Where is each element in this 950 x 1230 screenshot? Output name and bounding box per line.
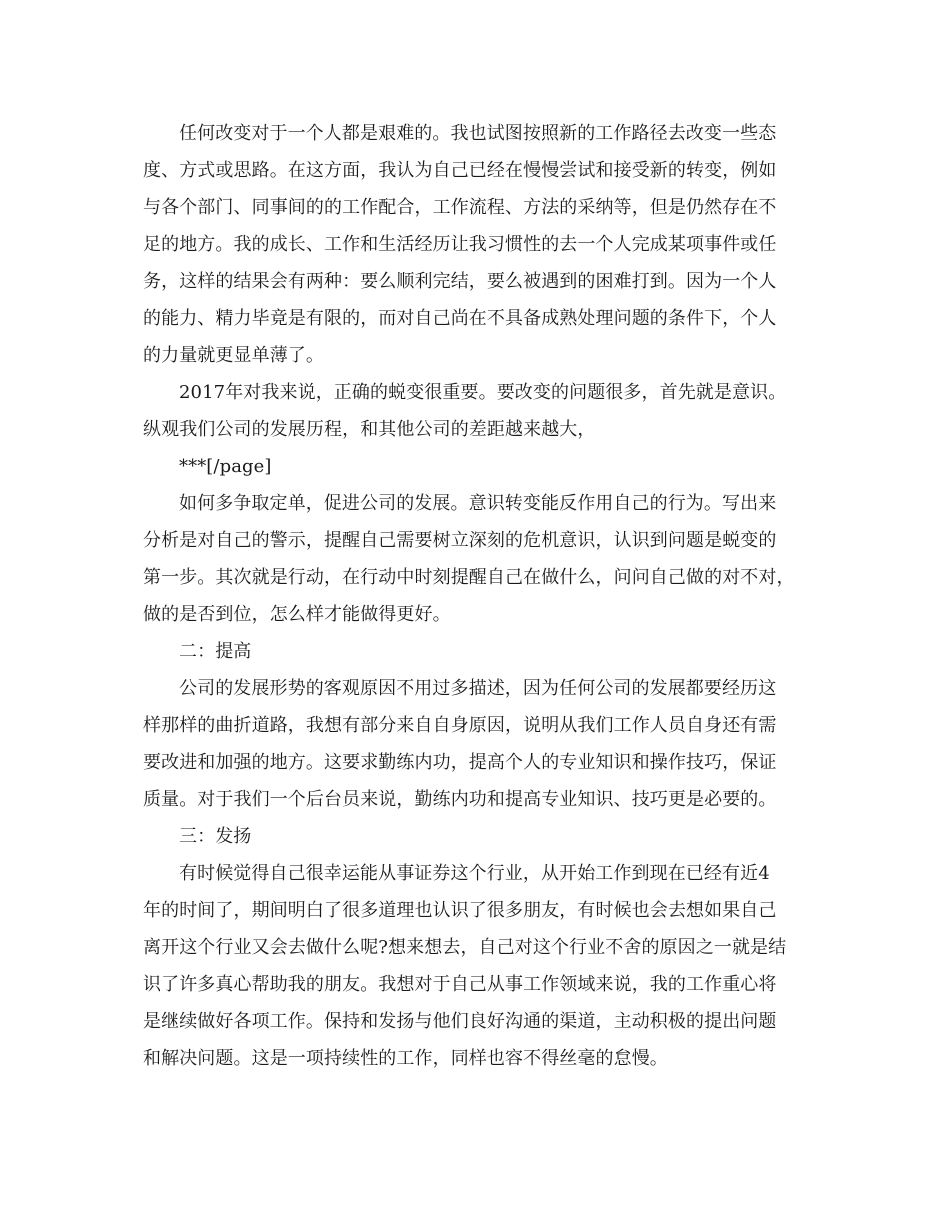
- text-line: 公司的发展形势的客观原因不用过多描述，因为任何公司的发展都要经历这: [179, 678, 777, 699]
- text-line: 务，这样的结果会有两种：要么顺利完结，要么被遇到的困难打到。因为一个人: [143, 271, 777, 292]
- text-line: 度、方式或思路。在这方面，我认为自己已经在慢慢尝试和接受新的转变，例如: [143, 160, 777, 181]
- text-line: 识了许多真心帮助我的朋友。我想对于自己从事工作领域来说，我的工作重心将: [143, 974, 777, 995]
- text-line: 足的地方。我的成长、工作和生活经历让我习惯性的去一个人完成某项事件或任: [143, 234, 777, 255]
- text-line: 离开这个行业又会去做什么呢?想来想去，自己对这个行业不舍的原因之一就是结: [143, 937, 787, 958]
- text-line: 任何改变对于一个人都是艰难的。我也试图按照新的工作路径去改变一些态: [179, 123, 777, 144]
- text-line: 纵观我们公司的发展历程，和其他公司的差距越来越大，: [143, 419, 596, 440]
- text-line: 和解决问题。这是一项持续性的工作，同样也容不得丝毫的怠慢。: [143, 1048, 668, 1069]
- text-line: 的力量就更显单薄了。: [143, 345, 324, 366]
- text-line: 样那样的曲折道路，我想有部分来自自身原因，说明从我们工作人员自身还有需: [143, 715, 777, 736]
- section-heading: 二：提高: [179, 641, 252, 662]
- text-line: 2017年对我来说，正确的蜕变很重要。要改变的问题很多，首先就是意识。: [179, 382, 787, 403]
- text-line: 与各个部门、同事间的的工作配合，工作流程、方法的采纳等，但是仍然存在不: [143, 197, 777, 218]
- text-line: 分析是对自己的警示，提醒自己需要树立深刻的危机意识，认识到问题是蜕变的: [143, 530, 777, 551]
- text-line: 如何多争取定单，促进公司的发展。意识转变能反作用自己的行为。写出来: [179, 493, 777, 514]
- text-line: 的能力、精力毕竟是有限的，而对自己尚在不具备成熟处理问题的条件下，个人: [143, 308, 777, 329]
- text-line: 是继续做好各项工作。保持和发扬与他们良好沟通的渠道，主动积极的提出问题: [143, 1011, 777, 1032]
- text-line: 质量。对于我们一个后台员来说，勤练内功和提高专业知识、技巧更是必要的。: [143, 789, 777, 810]
- text-line: 做的是否到位，怎么样才能做得更好。: [143, 604, 451, 625]
- document-body: [143, 115, 808, 1077]
- text-line: 第一步。其次就是行动，在行动中时刻提醒自己在做什么，问问自己做的对不对，: [143, 567, 795, 588]
- section-heading: 三：发扬: [179, 826, 252, 847]
- text-line: 有时候觉得自己很幸运能从事证券这个行业，从开始工作到现在已经有近4: [179, 863, 770, 884]
- text-line: 要改进和加强的地方。这要求勤练内功，提高个人的专业知识和操作技巧，保证: [143, 752, 777, 773]
- page-marker: ***[/page]: [179, 456, 272, 477]
- text-line: 年的时间了，期间明白了很多道理也认识了很多朋友，有时候也会去想如果自己: [143, 900, 777, 921]
